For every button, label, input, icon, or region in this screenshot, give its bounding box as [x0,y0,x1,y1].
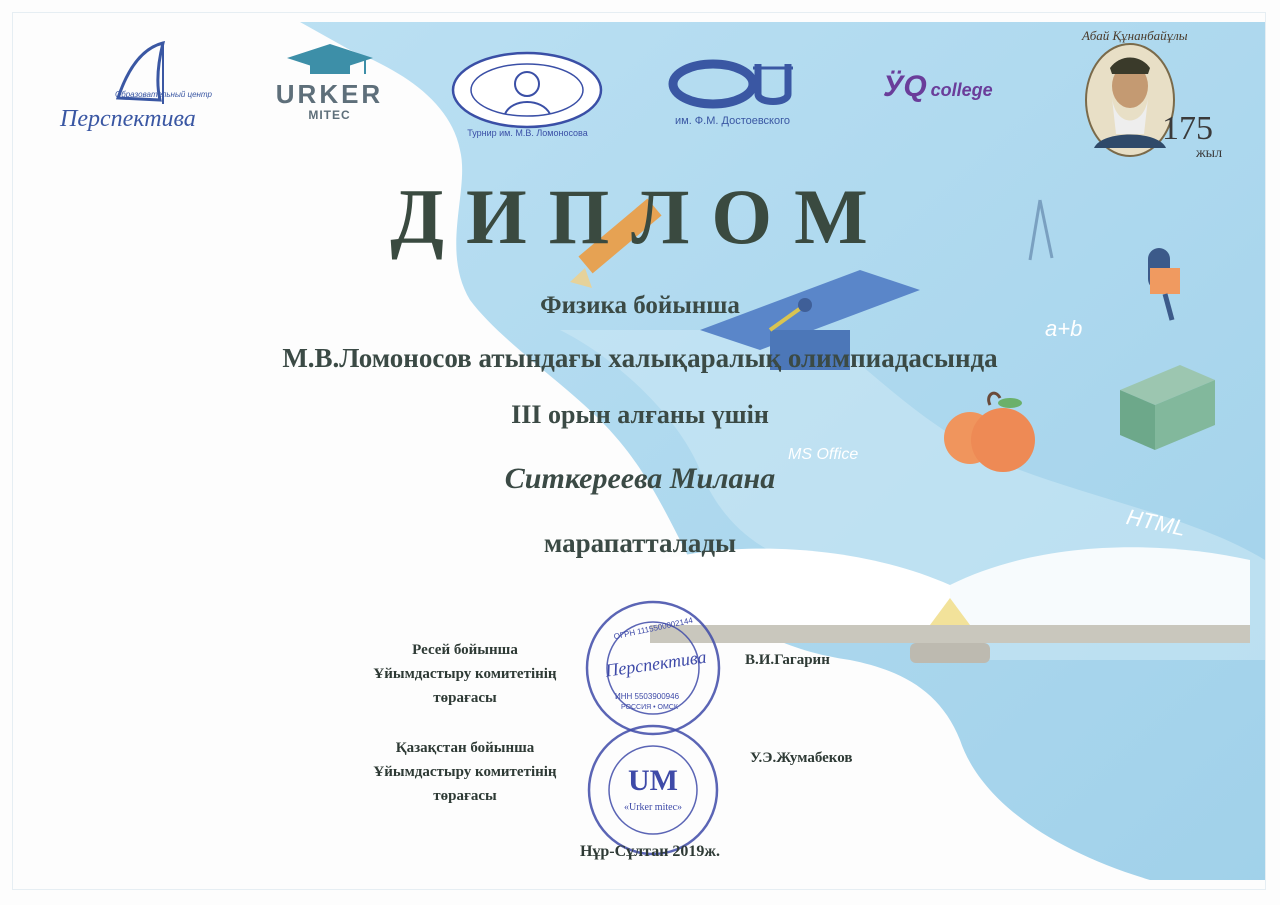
logo-perspektiva [60,38,230,138]
olympiad-line: М.В.Ломоносов атындағы халықаралық олимпиадасында [282,343,998,373]
stamp-1-inn: ИНН 5503900946 [615,692,680,701]
signature-1-role-line2: Ұйымдастыру комитетінің [373,666,557,682]
awarded-line: марапатталады [543,528,737,558]
logo-abai-arc: Абай Құнанбайұлы [1082,28,1188,43]
logo-college [883,70,1023,120]
signature-2-role-line3: төрағасы [433,788,497,804]
decoration-formula: a+b [1045,316,1083,341]
logo-urker-text: URKER [275,79,384,109]
signature-2-name: У.Э.Жумабеков [750,750,853,766]
logo-abai-175 [1072,28,1252,173]
logo-abai-number: 175 [1162,110,1213,147]
logo-perspektiva-text: Перспектива [60,106,196,132]
portrait-emblem-icon [450,50,605,130]
signature-2-role-line2: Ұйымдастыру комитетінің [373,764,557,780]
stamp-urker [585,722,721,858]
logo-omsk-caption: Турнир им. М.В. Ломоносова [467,128,588,138]
stamp-1-ogrn: ОГРН 1115500002144 [612,615,694,642]
logo-ogu [660,58,805,138]
stamp-2-caption: «Urker mitec» [623,802,683,813]
signature-1-role-line3: төрағасы [433,690,497,706]
signature-2-role [330,736,600,808]
signature-1-role [330,638,600,710]
logo-omsk-tournament [450,50,605,145]
graduation-cap-icon [285,40,375,80]
logo-urker-sub: MITEC [308,108,351,122]
signature-1-role-line1: Ресей бойынша [412,642,518,658]
logo-college-mark: ӰQ [883,70,927,103]
city-date: Нұр-Сұлтан 2019ж. [579,843,721,860]
stamp-1-center: Перспектива [604,646,708,681]
ogu-emblem-icon [663,58,803,110]
logo-ogu-caption: им. Ф.М. Достоевского [674,115,791,127]
stamp-1-city: РОССИЯ • ОМСК [621,704,678,711]
logo-perspektiva-small: Образовательный центр [115,90,212,99]
stamp-2-center: UM [628,764,678,797]
signature-2-role-line1: Қазақстан бойынша [395,740,535,756]
recipient-name: Ситкереева Милана [504,462,776,495]
logo-abai-word: жыл [1196,146,1223,161]
subject-line: Физика бойынша [540,292,740,319]
decoration-ms-office: MS Office [788,446,859,463]
diploma-title: ДИПЛОМ [390,173,890,260]
decoration-html: HTML [1124,504,1188,541]
logo-college-text: college [930,80,993,100]
signature-1-name: В.И.Гагарин [745,652,830,668]
stamp-perspektiva [583,598,723,738]
logo-urker [262,40,397,140]
place-line: ІІІ орын алғаны үшін [511,400,769,429]
